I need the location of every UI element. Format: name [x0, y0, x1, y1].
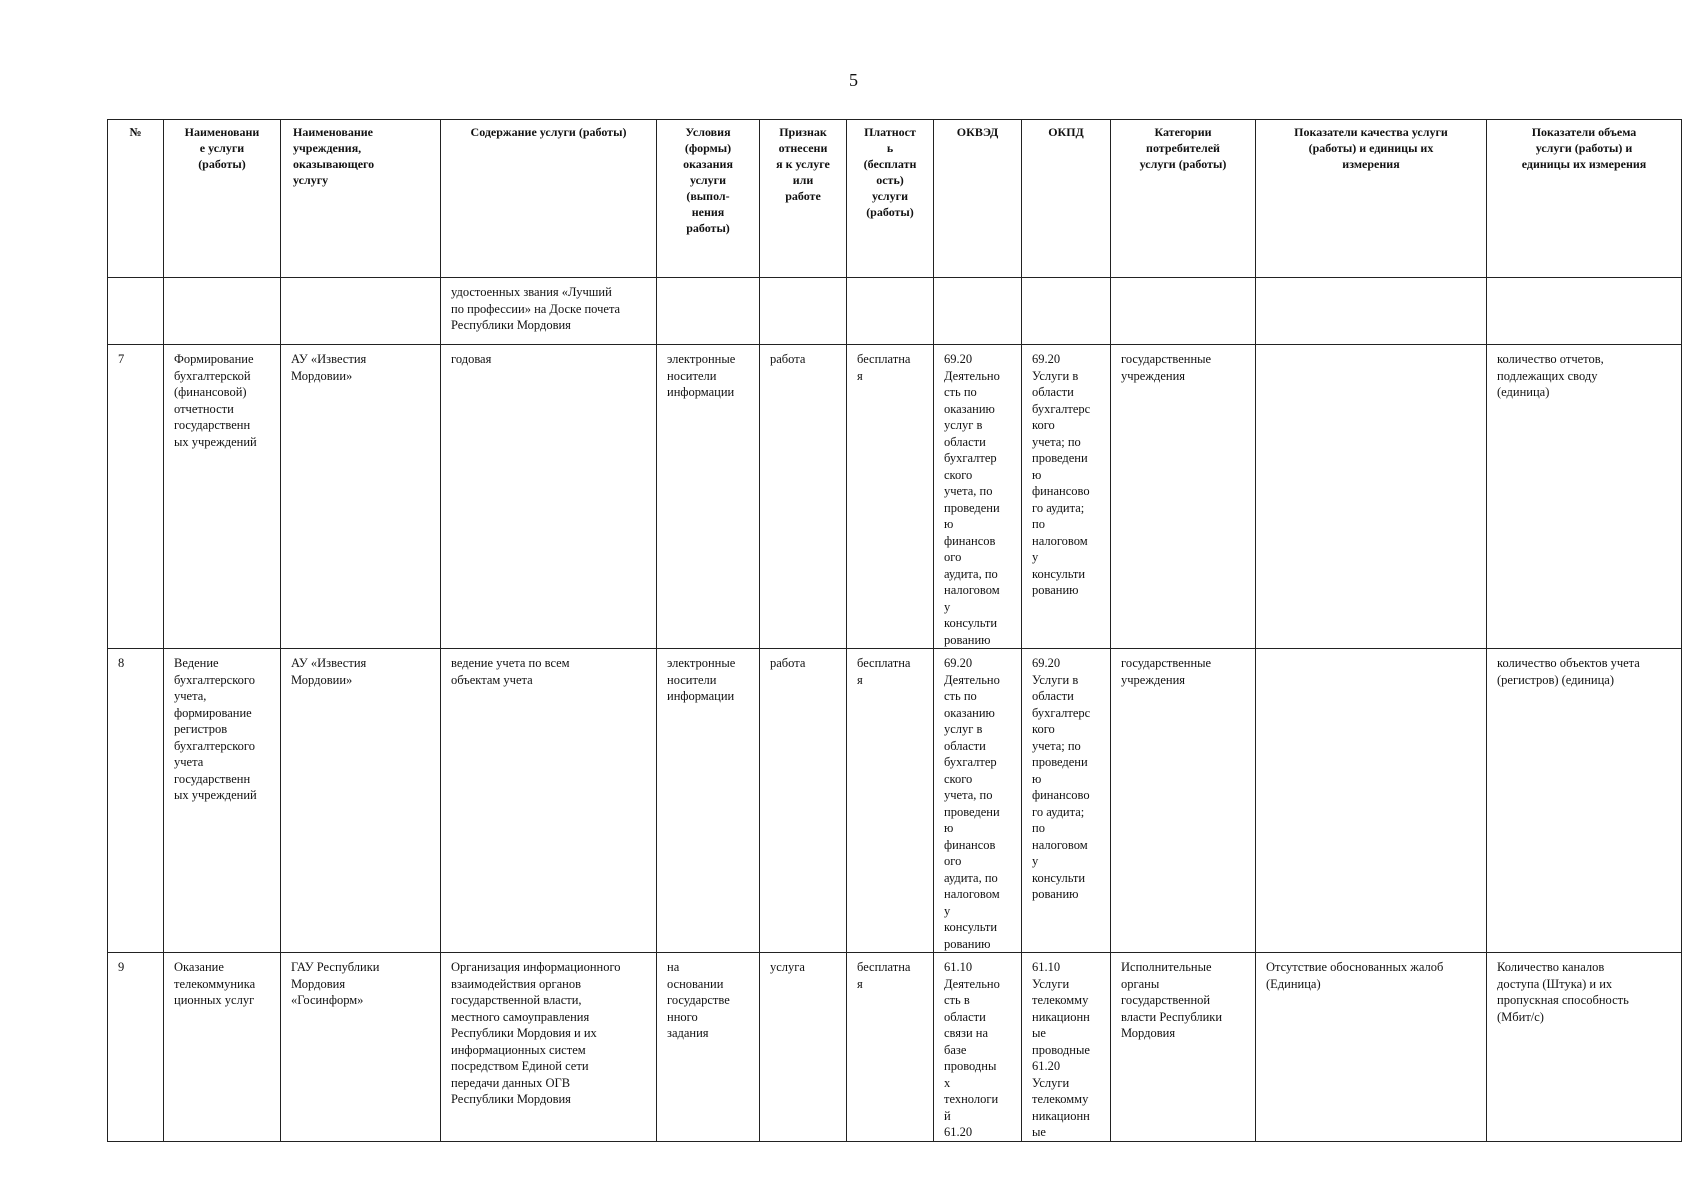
header-service-name: Наименовани е услуги (работы): [164, 120, 281, 278]
cell-payment: бесплатна я: [847, 649, 934, 953]
cell-service-name: Оказание телекоммуника ционных услуг: [164, 953, 281, 1142]
cell-institution: [281, 278, 441, 345]
cell-okpd: 61.10 Услуги телекомму никационн ые проводные 61.20 Услуги телекомму никационн ые: [1022, 953, 1111, 1142]
cell-quality: Отсутствие обоснованных жалоб (Единица): [1256, 953, 1487, 1142]
cell-type: услуга: [760, 953, 847, 1142]
cell-okved: 69.20 Деятельно сть по оказанию услуг в области бухгалтер ского учета, по проведени ю финансов ого аудита, по налоговом у консульти рованию: [934, 649, 1022, 953]
cell-consumers: Исполнительные органы государственной власти Республики Мордовия: [1111, 953, 1256, 1142]
table-row: [108, 278, 1682, 345]
services-registry-table: [107, 119, 1682, 1142]
cell-content: ведение учета по всем объектам учета: [441, 649, 657, 953]
cell-okved: [934, 278, 1022, 345]
header-volume-indicators: Показатели объема услуги (работы) и единицы их измерения: [1487, 120, 1682, 278]
cell-consumers: [1111, 278, 1256, 345]
header-institution-name: Наименование учреждения, оказывающего услугу: [281, 120, 441, 278]
cell-content: годовая: [441, 345, 657, 649]
header-consumer-categories: Категории потребителей услуги (работы): [1111, 120, 1256, 278]
cell-quality: [1256, 278, 1487, 345]
cell-quality: [1256, 345, 1487, 649]
header-number: №: [108, 120, 164, 278]
table-row: [108, 649, 1682, 953]
cell-institution: АУ «Известия Мордовии»: [281, 649, 441, 953]
cell-okved: 69.20 Деятельно сть по оказанию услуг в области бухгалтер ского учета, по проведени ю финансов ого аудита, по налоговом у консульти рованию: [934, 345, 1022, 649]
header-service-content: Содержание услуги (работы): [441, 120, 657, 278]
cell-type: [760, 278, 847, 345]
cell-payment: бесплатна я: [847, 953, 934, 1142]
cell-okpd: [1022, 278, 1111, 345]
cell-number: 7: [108, 345, 164, 649]
cell-institution: ГАУ Республики Мордовия «Госинформ»: [281, 953, 441, 1142]
cell-service-name: Ведение бухгалтерского учета, формирование регистров бухгалтерского учета государственн ых учреждений: [164, 649, 281, 953]
cell-content: Организация информационного взаимодействия органов государственной власти, местного самоуправления Республики Мордовия и их информационных систем посредством Единой сети передачи данных ОГВ Республики Мордовия: [441, 953, 657, 1142]
cell-conditions: электронные носители информации: [657, 649, 760, 953]
cell-okved: 61.10 Деятельно сть в области связи на базе проводны х технологи й 61.20: [934, 953, 1022, 1142]
cell-conditions: электронные носители информации: [657, 345, 760, 649]
header-okved: ОКВЭД: [934, 120, 1022, 278]
cell-number: 9: [108, 953, 164, 1142]
header-service-or-work: Признак отнесени я к услуге или работе: [760, 120, 847, 278]
cell-quality: [1256, 649, 1487, 953]
header-conditions: Условия (формы) оказания услуги (выпол- нения работы): [657, 120, 760, 278]
cell-type: работа: [760, 649, 847, 953]
cell-consumers: государственные учреждения: [1111, 345, 1256, 649]
page-number: 5: [849, 70, 858, 90]
cell-okpd: 69.20 Услуги в области бухгалтерс кого учета; по проведени ю финансово го аудита; по налоговом у консульти рованию: [1022, 649, 1111, 953]
cell-content: удостоенных звания «Лучший по профессии» на Доске почета Республики Мордовия: [441, 278, 657, 345]
cell-conditions: на основании государстве нного задания: [657, 953, 760, 1142]
cell-number: [108, 278, 164, 345]
cell-volume: количество объектов учета (регистров) (единица): [1487, 649, 1682, 953]
header-okpd: ОКПД: [1022, 120, 1111, 278]
cell-volume: Количество каналов доступа (Штука) и их пропускная способность (Мбит/с): [1487, 953, 1682, 1142]
cell-service-name: Формирование бухгалтерской (финансовой) отчетности государственн ых учреждений: [164, 345, 281, 649]
cell-payment: бесплатна я: [847, 345, 934, 649]
header-payment: Платност ь (бесплатн ость) услуги (работы): [847, 120, 934, 278]
cell-payment: [847, 278, 934, 345]
table-row: [108, 345, 1682, 649]
table-header-row: [108, 120, 1682, 278]
cell-consumers: государственные учреждения: [1111, 649, 1256, 953]
cell-conditions: [657, 278, 760, 345]
cell-type: работа: [760, 345, 847, 649]
cell-volume: [1487, 278, 1682, 345]
cell-okpd: 69.20 Услуги в области бухгалтерс кого учета; по проведени ю финансово го аудита; по налоговом у консульти рованию: [1022, 345, 1111, 649]
cell-institution: АУ «Известия Мордовии»: [281, 345, 441, 649]
cell-service-name: [164, 278, 281, 345]
cell-number: 8: [108, 649, 164, 953]
cell-volume: количество отчетов, подлежащих своду (единица): [1487, 345, 1682, 649]
table-row: [108, 953, 1682, 1142]
header-quality-indicators: Показатели качества услуги (работы) и единицы их измерения: [1256, 120, 1487, 278]
